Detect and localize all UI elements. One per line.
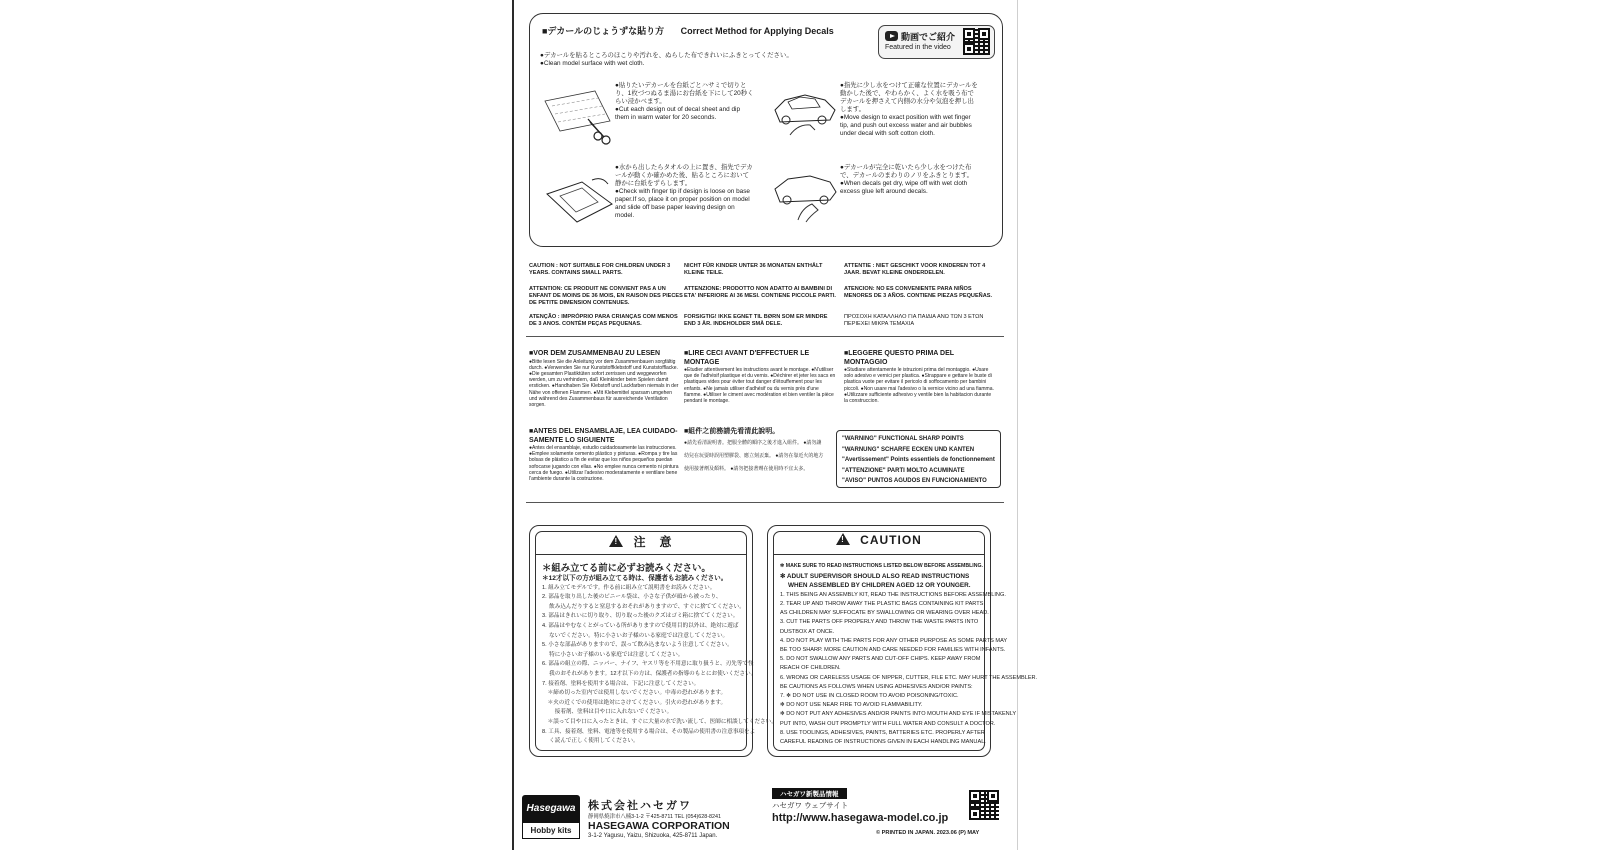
notes-german: ■VOR DEM ZUSAMMENBAU ZU LESEN ●Bitte lesen Sie die Anleitung vor dem Zusammenbauen sorgfältig durch. ●Verwenden Sie nur Kunststoffklebstoff und Kunststofflacke. ●Die gesamten Plastiktüten sofort zerrissen und weggeworfen werden, um zu verhindern, daß Kleinkinder beim Spielen damit ersticken. ●Handhaben Sie Klebstoff und Lackfarben niemals in der Nähe von offenen Flammen. ●Mit Klebemittel sparsam umgehen und während des Zusammenbaus für ausreichende Ventilation sorgen. xyxy=(529,350,679,408)
video-label-jp: 動画でご紹介 xyxy=(901,32,956,42)
caution-list-jp: ＊組み立てる前に必ずお読みください。 ＊12才以下の方が組み立てる時は、保護者もお読みください。 1. 組み立てモデルです。作る前に組み立て説明書をお読みください。 2. 部品を取り出した後のビニール袋は、小さな子供が頭から被ったり、 飲み込んだりすると窒息するおそれがありますので、すぐに捨ててください。 3. 部品はきれいに切り取り、切り取った後のクズはゴミ箱に捨ててください。 4. 部品はやむなくとがっている所がありますので使用目的以外は、絶対に遊ば ないでください。特に小さいお子様のいる家庭では注意してください。 5. 小さな部品がありますので、誤って飲み込まないよう注意してください。 特に小さいお子様のいる家庭では注意してください。 6. 部品の組立の際、ニッパー、ナイフ、ヤスリ等を不用意に取り扱うと、刃先等で怪 我のおそれがあります。12才以下の方は、保護者の指導のもとにお使いください。 7. 接着剤、塗料を使用する場合は、下記に注意してください。 ＊締め切った室内では使用しないでください。中毒の恐れがあります。 ＊火の近くでの使用は絶対にさけてください。引火の恐れがあります。 接着剤、塗料は目や口に入れないでください。 ＊誤って目や口に入ったときは、すぐに大量の水で洗い流して、医師に相談してください。 8. 工具、接着剤、塗料、電池等を使用する場合は、その製品の使用書の注意事項をよ く読んで正しく使用してください。 xyxy=(542,562,777,745)
company-name-jp: 株式会社ハセガワ xyxy=(588,800,692,812)
caution-title-en: !CAUTION xyxy=(768,533,990,547)
warning-it: ATTENZIONE: PRODOTTO NON ADATTO AI BAMBINI DI ETA' INFERIORE AI 36 MESI. CONTIENE PICCOLE PARTI. xyxy=(684,286,836,299)
car-decal-illustration xyxy=(770,80,840,140)
clean-instruction: ●デカールを貼るところのほこりや汚れを、ぬらした布できれいにふきとってください。 ●Clean model surface with wet cloth. xyxy=(540,52,793,67)
address-jp: 静岡県焼津市八楠3-1-2 〒425-8711 TEL (054)628-8241 xyxy=(588,814,722,820)
video-qr-code-icon[interactable] xyxy=(963,28,990,55)
warning-nl: ATTENTIE : NIET GESCHIKT VOOR KINDEREN TOT 4 JAAR. BEVAT KLEINE ONDERDELEN. xyxy=(844,263,986,276)
play-icon xyxy=(885,31,898,41)
step1-text: ●貼りたいデカールを台紙ごとハサミで切りとり、1枚づつぬるま湯にお台紙を下にして20秒くらい浸かべます。 ●Cut each design out of decal sheet and dip them in warm water for 20 seconds. xyxy=(615,82,754,121)
step2-text: ●指先に少し水をつけて正確な位置にデカールを動かした後で、やわらかく、よく水を吸う布でデカールを押さえて内側の水分や気泡を押し出します。 ●Move design to exact position with wet finger tip, and push out excess water and air bubbles under decal with soft cotton cloth. xyxy=(840,82,978,137)
warning-triangle-icon xyxy=(609,535,623,547)
warning-da: FORSIGTIG! IKKE EGNET TIL BØRN SOM ER MINDRE END 3 ÅR. INDEHOLDER SMÅ DELE. xyxy=(684,314,828,327)
video-badge[interactable] xyxy=(878,25,995,59)
website-label: ハセガワ ウェブサイト xyxy=(772,801,849,810)
divider xyxy=(526,336,1004,337)
decal-title-jp: ■デカールのじょうずな貼り方 xyxy=(542,26,665,36)
notes-french: ■LIRE CECI AVANT D'EFFECTUER LE MONTAGE ●Etudier attentivement les instructions avant le montage. ●N'utiliser que de l'adhésif plastique et du vernis. ●Déchirer et jeter les sacs en plastiques vides pour éviter tout danger d'étouffement pour les enfants. ●Ne jamais utiliser d'adhésif ou du vernis près d'une flamme. ●Utiliser le ciment avec modération et bien ventiler la pièce pendant le montage. xyxy=(684,350,836,405)
notes-chinese: ■組件之前務請先看清此說明。 ●請先看清說明書。把服全體的順序之後才進入組件。 ●請勿讓幼兒在玩耍時誤用塑膠袋、應立刻丟棄。 ●請勿在靠近火的地方使用接著劑及顏料。 ●請勿把接著劑在使用時不宜太多。 xyxy=(684,428,824,472)
step4-text: ●デカールが完全に乾いたら少し水をつけた布で、デカールのまわりのノリをふきとります。 ●When decals get dry, wipe off with wet cloth excess glue left around decals. xyxy=(840,164,974,195)
warning-es: ATENCION: NO ES CONVENIENTE PARA NIÑOS MENORES DE 3 AÑOS. CONTIENE PIEZAS PEQUEÑAS. xyxy=(844,286,993,299)
warning-pt: ATENÇÃO : IMPRÓPRIO PARA CRIANÇAS COM MENOS DE 3 ANOS. CONTÉM PEÇAS PEQUENAS. xyxy=(529,314,678,327)
towel-illustration xyxy=(542,174,617,229)
caution-title-jp: !注 意 xyxy=(530,533,752,550)
warning-de: NICHT FÜR KINDER UNTER 36 MONATEN ENTHÄLT KLEINE TEILE. xyxy=(684,263,823,276)
address-en: 3-1-2 Yagusu, Yaizu, Shizuoka, 425-8711 Japan. xyxy=(588,833,718,839)
company-name-en: HASEGAWA CORPORATION xyxy=(588,820,730,832)
step3-text: ●水から出したらタオルの上に置き、指先でデカールが動くか確かめた後、貼るところにおいて静かに台紙をずらします。 ●Check with finger tip if design is loose on base paper.If so, place it on proper position on model and slide off base paper leaving design on model. xyxy=(615,164,753,219)
warning-fr: ATTENTION: CE PRODUIT NE CONVIENT PAS A UN ENFANT DE MOINS DE 36 MOIS, EN RAISON DES PIECES DE PETITE DIMENSION CONTENUES. xyxy=(529,286,683,306)
car-wipe-illustration xyxy=(770,164,840,224)
decal-title xyxy=(542,24,834,37)
warning-en: CAUTION : NOT SUITABLE FOR CHILDREN UNDER 3 YEARS. CONTAINS SMALL PARTS. xyxy=(529,263,671,276)
warning-triangle-icon xyxy=(836,533,850,545)
new-products-label: ハセガワ新製品情報 xyxy=(772,788,847,799)
decal-cut-illustration xyxy=(540,86,620,146)
notes-italian: ■LEGGERE QUESTO PRIMA DEL MONTAGGIO ●Studiare attentamente le istruzioni prima del montaggio. ●Usare solo adesivo e vernici per plastica. ●Strappare e gettare le buste di plastica vuote per evitare il pericolo di soffocamento per bambini piccoli. ●Non usare mai l'adesivo o la vernice vicino ad una fiamma. ●Utilizzare sufficiente adhesivo y ventile bien la habitacion durante la construccion. xyxy=(844,350,994,405)
website-qr-code-icon[interactable] xyxy=(969,790,999,820)
notes-spanish: ■ANTES DEL ENSAMBLAJE, LEA CUIDADO-SAMENTE LO SIGUIENTE ●Antes del ensamblaje, estudio cuidadosamente las instrucciones. ●Emplee solamente cemento plástico y pinturas. ●Rompa y tire las bolsas de plástico a fin de evitar que los niños pequeños puedan sofocarse jugando con ellas. ●No emplee nunca cemento ni pintura cerca de fuego. ●Utilizar l'adesivo moderatamente e ventilare bene l'ambiente durante la costruzione. xyxy=(529,428,679,483)
divider xyxy=(526,502,1004,503)
hasegawa-logo: Hasegawa Hobby kits xyxy=(522,795,580,841)
caution-panel-jp xyxy=(529,525,777,757)
decal-instructions-box xyxy=(529,13,1003,247)
caution-panel-en xyxy=(767,525,1038,757)
caution-list-en: ✻ MAKE SURE TO READ INSTRUCTIONS LISTED BELOW BEFORE ASSEMBLING. ✻ ADULT SUPERVISOR SHOULD ALSO READ INSTRUCTIONS WHEN ASSEMBLED BY CHILDREN AGED 12 OR YOUNGER. 1. THIS BEING AN ASSEMBLY KIT, READ THE INSTRUCTIONS BEFORE ASSEMBLING. 2. TEAR UP AND THROW AWAY THE PLASTIC BAGS CONTAINING KIT PARTS AS CHILDREN MAY SUFFOCATE BY SWALLOWING OR WEARING OVER HEAD. 3. CUT THE PARTS OFF PROPERLY AND THROW THE WASTE PARTS INTO DUSTBOX AT ONCE. 4. DO NOT PLAY WITH THE PARTS FOR ANY OTHER PURPOSE AS SOME PARTS MAY BE TOO SHARP. MORE CAUTION AND CARE NEEDED FOR FAMILIES WITH INFANTS. 5. DO NOT SWALLOW ANY PARTS AND CUT-OFF CHIPS. KEEP AWAY FROM REACH OF CHILDREN. 6. WRONG OR CARELESS USAGE OF NIPPER, CUTTER, FILE ETC. MAY HURT THE ASSEMBLER. BE CAUTIONS AS FOLLOWS WHEN USING ADHESIVES AND/OR PAINTS: 7. ✻ DO NOT USE IN CLOSED ROOM TO AVOID POISONING/TOXIC. ✻ DO NOT USE NEAR FIRE TO AVOID FLAMMABILITY. ✻ DO NOT PUT ANY ADHESIVES AND/OR PAINTS INTO MOUTH AND EYE IF MISTAKENLY PUT INTO, WASH OUT PROMPTLY WITH FULL WATER AND CONSULT A DOCTOR. 8. USE TOOLINGS, ADHESIVES, PAINTS, BATTERIES ETC. PROPERLY AFTER CAREFUL READING OF INSTRUCTIONS GIVEN IN EACH HANDLING MANUAL. xyxy=(780,563,1038,746)
website-link[interactable]: http://www.hasegawa-model.co.jp xyxy=(772,812,949,824)
video-label-en: Featured in the video xyxy=(885,44,951,51)
decal-title-en: Correct Method for Applying Decals xyxy=(680,26,834,36)
instruction-sheet xyxy=(512,0,1038,850)
sharp-points-warning-box: "WARNING" FUNCTIONAL SHARP POINTS "WARNUNG" SCHARFE ECKEN UND KANTEN "Avertissement" Points essentiels de fonctionnement "ATTENZIONE" PARTI MOLTO ACUMINATE "AVISO" PUNTOS AGUDOS EN FUNCIONAMIENTO xyxy=(836,430,1001,488)
warning-el: ΠΡΟΣΟΧΗ ΚΑΤΑΛΛΗΛΟ ΓΙΑ ΠΑΙΔΙΑ ΑΝΩ ΤΩΝ 3 ΕΤΩΝ ΠΕΡΙΕΧΕΙ ΜΙΚΡΑ ΤΕΜΑΧΙΑ xyxy=(844,314,984,327)
printed-notice: © PRINTED IN JAPAN. 2023.06 (P) MAY xyxy=(876,830,980,836)
